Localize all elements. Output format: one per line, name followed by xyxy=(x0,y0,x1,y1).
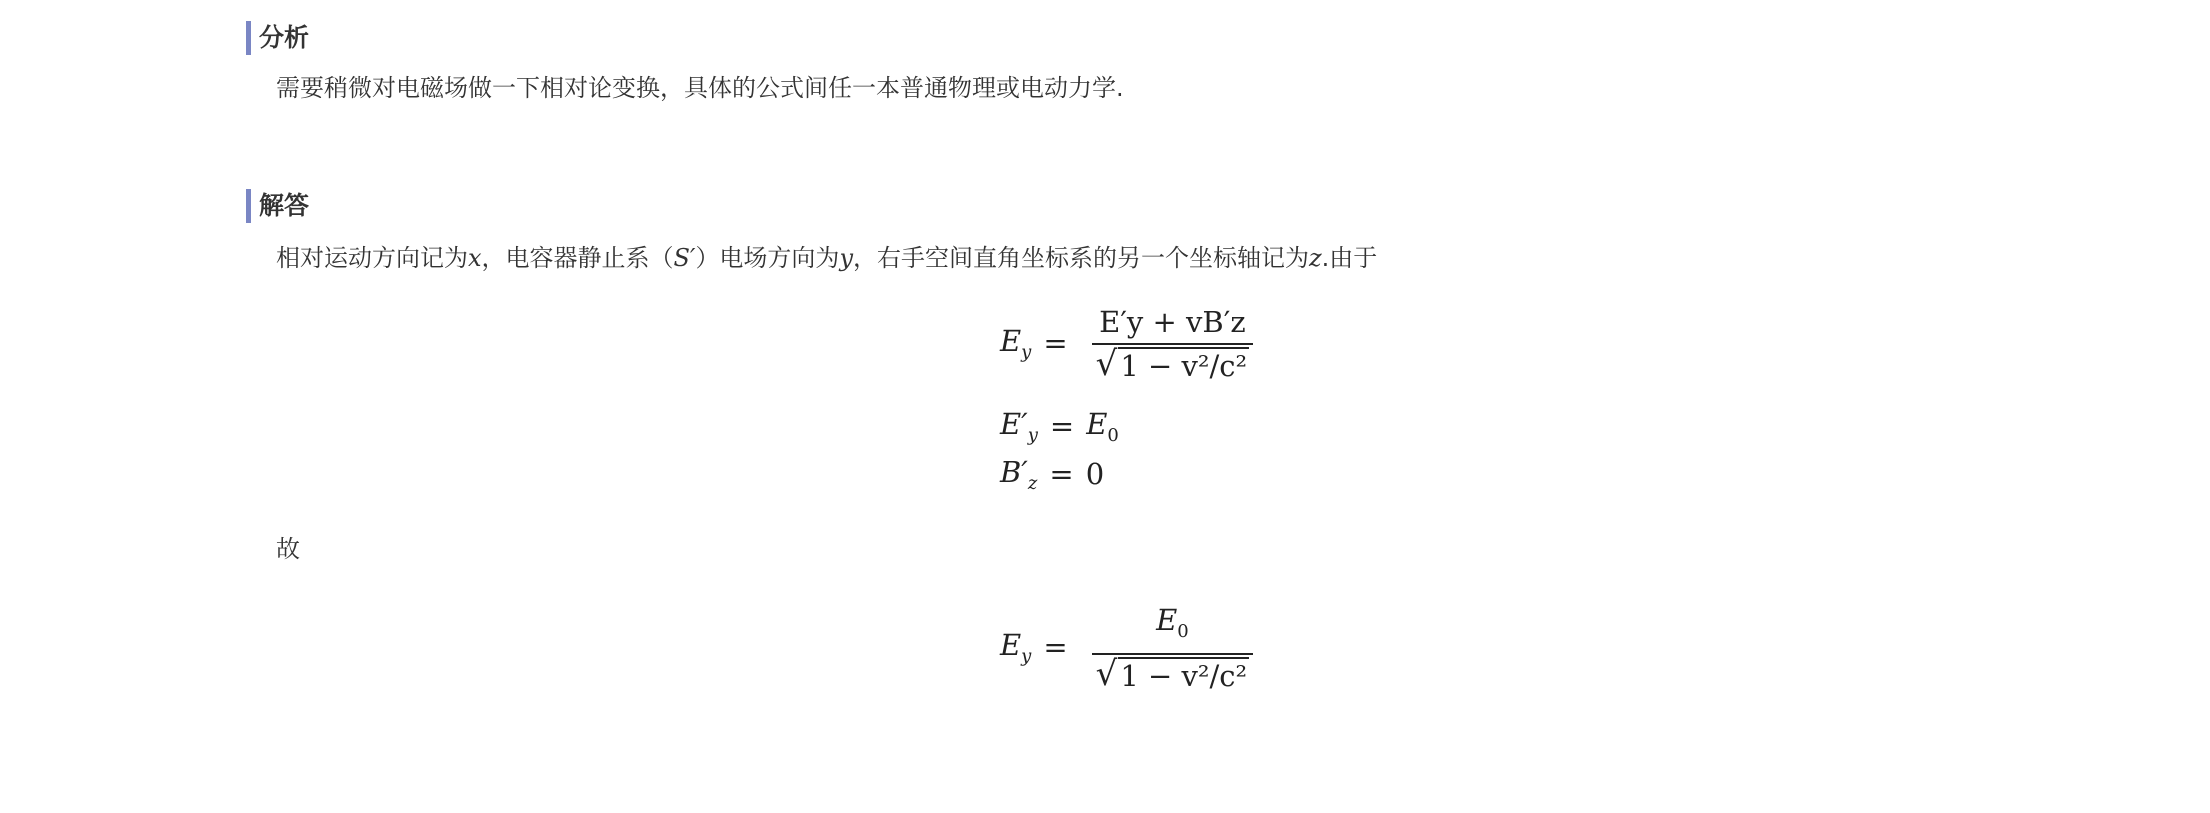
eq1-denominator xyxy=(1092,344,1254,384)
intro-text-2: ，电容器静止系（ xyxy=(481,244,674,272)
analysis-heading xyxy=(246,21,309,55)
eq4-fraction xyxy=(1092,603,1254,694)
eq3-lhs: $B'_z$ xyxy=(1000,455,1038,494)
intro-text-1: 相对运动方向记为 xyxy=(276,244,468,272)
analysis-heading-text: 分析 xyxy=(259,23,310,52)
eq4-radicand: 1 − v²/c² xyxy=(1120,658,1248,693)
solution-intro-paragraph xyxy=(276,241,1377,275)
eq4-denominator xyxy=(1092,653,1254,694)
intro-text-3: ）电场方向为 xyxy=(695,244,840,272)
eq1-fraction xyxy=(1092,305,1254,384)
intro-var-x: x xyxy=(468,244,482,272)
eq1-equals: = xyxy=(1043,326,1068,360)
eq3-equals: = xyxy=(1049,457,1074,492)
eq1-radicand: 1 − v²/c² xyxy=(1120,349,1248,383)
eq4-equals: = xyxy=(1043,629,1068,664)
intro-var-y: y xyxy=(839,244,853,272)
intro-var-z: z xyxy=(1309,244,1322,272)
eq1-sqrt-icon: √ xyxy=(1095,344,1118,384)
eq2-lhs: $E'_y$ xyxy=(1000,407,1038,446)
intro-text-4: ，右手空间直角坐标系的另一个坐标轴记为 xyxy=(853,244,1309,272)
intro-frame: S′ xyxy=(673,244,696,272)
eq4-numerator: $E_0$ xyxy=(1156,603,1189,642)
equation-ey-result xyxy=(1000,603,1253,694)
therefore-text: 故 xyxy=(276,535,300,563)
eq4-sqrt-icon: √ xyxy=(1095,653,1118,694)
eq2-equals: = xyxy=(1049,409,1075,444)
equation-bz-prime xyxy=(1000,455,1104,494)
eq4-lhs: $E_y$ xyxy=(1000,627,1032,667)
solution-heading xyxy=(246,189,309,223)
analysis-text: 需要稍微对电磁场做一下相对论变换，具体的公式间任一本普通物理或电动力学. xyxy=(276,74,1124,102)
eq2-rhs: $E_0$ xyxy=(1086,407,1119,446)
therefore-paragraph xyxy=(276,532,300,566)
eq1-lhs: $E_y$ xyxy=(1000,323,1032,363)
eq3-rhs: 0 xyxy=(1085,457,1105,492)
analysis-paragraph xyxy=(276,71,1124,105)
equation-ey-prime xyxy=(1000,407,1119,446)
eq1-numerator: E′y + vB′z xyxy=(1099,305,1246,339)
solution-heading-text: 解答 xyxy=(259,191,310,220)
equation-ey-transform xyxy=(1000,305,1253,384)
intro-text-5: .由于 xyxy=(1321,244,1378,272)
